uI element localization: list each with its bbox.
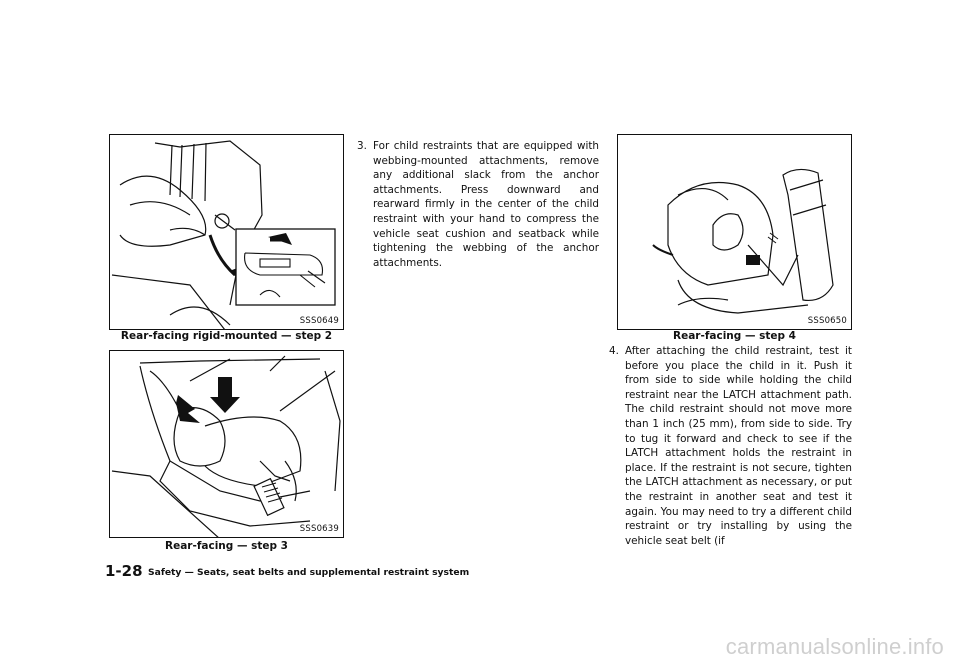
figure-code: SSS0639 — [299, 524, 339, 534]
child-seat-side-to-side-test-illustration — [618, 135, 852, 330]
step-text: After attaching the child restraint, test it before you place the child in it. Push it from side to side while holding the child restraint near the LATCH attachment path. The child restraint should not move more than 1 inch (25 mm), from side to side. Try to tug it forward and check to see if the LATCH attachment holds the restraint in place. If the restraint is not secure, tighten the LATCH attachment as necessary, or put the restraint in another seat and test it again. You may need to try a different child restraint or try installing by using the vehicle seat belt (if — [625, 345, 852, 547]
figure-sss0639 — [109, 350, 344, 538]
step-text: For child restraints that are equipped with webbing-mounted attachments, remove any additional slack from the anchor attachments. Press downward and rearward firmly in the center of the child restraint with your hand to compress the vehicle seat cushion and seatback while tightening the webbing of the anchor attachments. — [373, 140, 599, 269]
figure-caption: Rear-facing — step 4 — [673, 330, 796, 342]
figure-sss0650 — [617, 134, 852, 330]
figure-caption: Rear-facing — step 3 — [165, 540, 288, 552]
child-seat-press-down-illustration — [110, 351, 344, 538]
section-title: Safety — Seats, seat belts and supplemental restraint system — [148, 567, 470, 578]
figure-caption: Rear-facing rigid-mounted — step 2 — [120, 330, 333, 342]
step-3 — [357, 139, 599, 270]
page-number: 1-28 — [105, 562, 143, 580]
step-4 — [609, 344, 852, 548]
figure-code: SSS0649 — [299, 316, 339, 326]
child-seat-anchor-push-illustration — [110, 135, 344, 330]
figure-code: SSS0650 — [807, 316, 847, 326]
step-number: 4. — [609, 345, 619, 357]
step-number: 3. — [357, 140, 367, 152]
watermark-text: carmanualsonline.info — [725, 634, 944, 659]
figure-sss0649 — [109, 134, 344, 330]
